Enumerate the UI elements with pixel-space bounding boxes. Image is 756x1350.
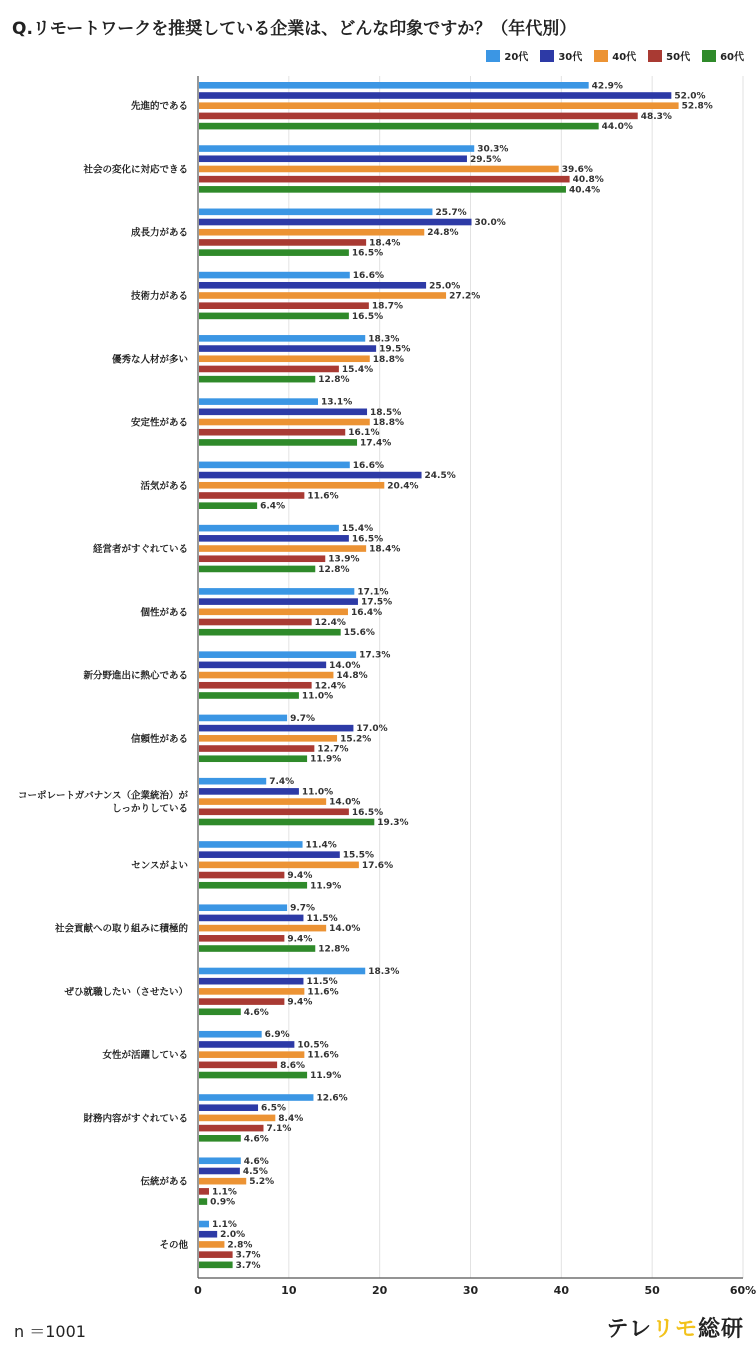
data-label: 18.4% bbox=[369, 238, 401, 249]
bar bbox=[199, 439, 357, 446]
bar bbox=[199, 998, 284, 1005]
data-label: 15.4% bbox=[341, 364, 374, 375]
category-label: 社会の変化に対応できる bbox=[83, 164, 188, 176]
data-label: 10.5% bbox=[297, 1040, 329, 1051]
data-label: 1.1% bbox=[211, 1220, 237, 1231]
bar bbox=[199, 682, 312, 689]
data-label: 16.6% bbox=[352, 271, 385, 282]
bar bbox=[199, 535, 349, 542]
bar bbox=[199, 462, 350, 469]
brand-part-1: テレ bbox=[606, 1317, 652, 1342]
bar bbox=[199, 92, 671, 99]
data-label: 0.9% bbox=[210, 1197, 236, 1208]
data-label: 3.7% bbox=[235, 1250, 261, 1261]
bar bbox=[199, 1041, 294, 1048]
data-label: 12.8% bbox=[318, 944, 350, 955]
bar bbox=[199, 1168, 240, 1175]
data-label: 24.5% bbox=[424, 471, 456, 482]
category-label: 先進的である bbox=[130, 101, 188, 113]
category-label: 個性がある bbox=[140, 607, 188, 619]
category-label: 安定性がある bbox=[130, 417, 188, 429]
bar bbox=[199, 398, 318, 405]
data-label: 12.4% bbox=[314, 681, 346, 692]
data-label: 13.1% bbox=[320, 397, 353, 408]
bar bbox=[199, 978, 303, 985]
data-label: 20.4% bbox=[387, 481, 419, 492]
data-label: 5.2% bbox=[249, 1177, 275, 1188]
category-label: しっかりしている bbox=[111, 803, 188, 815]
data-label: 1.1% bbox=[211, 1187, 237, 1198]
bar bbox=[199, 1262, 233, 1269]
bar bbox=[199, 798, 326, 805]
bar bbox=[199, 302, 369, 309]
data-label: 42.9% bbox=[591, 81, 623, 92]
legend-label: 30代 bbox=[558, 52, 583, 63]
bar bbox=[199, 566, 315, 573]
data-label: 3.7% bbox=[235, 1260, 261, 1271]
bar bbox=[199, 1157, 241, 1164]
data-label: 12.8% bbox=[318, 564, 350, 575]
data-label: 11.9% bbox=[310, 1071, 342, 1082]
bar bbox=[199, 1115, 275, 1122]
data-label: 12.6% bbox=[316, 1093, 348, 1104]
data-label: 25.0% bbox=[429, 281, 461, 292]
sample-size-note: n ＝1001 bbox=[14, 1322, 86, 1341]
legend-label: 60代 bbox=[720, 52, 744, 63]
data-label: 11.6% bbox=[307, 491, 339, 502]
bar bbox=[199, 1125, 263, 1132]
x-tick-label: 20 bbox=[372, 1284, 388, 1297]
data-label: 18.3% bbox=[368, 966, 400, 977]
bar bbox=[199, 819, 374, 826]
data-label: 40.4% bbox=[568, 185, 601, 196]
bar bbox=[199, 525, 339, 532]
data-label: 39.6% bbox=[561, 164, 593, 175]
bar bbox=[199, 272, 350, 279]
data-label: 9.7% bbox=[290, 713, 316, 724]
category-label: 女性が活躍している bbox=[102, 1050, 188, 1062]
bar bbox=[199, 651, 356, 658]
category-label: 伝統がある bbox=[140, 1176, 188, 1188]
bar bbox=[199, 335, 365, 342]
data-label: 9.4% bbox=[287, 934, 313, 945]
data-label: 11.9% bbox=[310, 754, 342, 765]
data-label: 9.4% bbox=[287, 997, 313, 1008]
bar bbox=[199, 366, 339, 373]
category-label: 優秀な人材が多い bbox=[111, 354, 188, 366]
data-label: 15.4% bbox=[341, 524, 374, 535]
bar bbox=[199, 788, 299, 795]
bar bbox=[199, 841, 303, 848]
data-label: 14.0% bbox=[329, 924, 361, 935]
bar bbox=[199, 988, 304, 995]
data-label: 18.7% bbox=[371, 301, 404, 312]
data-label: 15.5% bbox=[342, 850, 375, 861]
bar bbox=[199, 123, 599, 130]
data-label: 44.0% bbox=[601, 122, 633, 133]
bar bbox=[199, 1188, 209, 1195]
category-label: 財務内容がすぐれている bbox=[83, 1113, 188, 1125]
data-label: 18.8% bbox=[372, 418, 405, 429]
bar bbox=[199, 555, 325, 562]
bar bbox=[199, 209, 432, 216]
brand-logo bbox=[606, 1312, 744, 1343]
data-label: 18.4% bbox=[369, 544, 401, 555]
bar bbox=[199, 588, 354, 595]
bar bbox=[199, 176, 570, 183]
data-label: 11.6% bbox=[307, 1050, 339, 1061]
bar bbox=[199, 1198, 207, 1205]
bar bbox=[199, 239, 366, 246]
data-label: 15.2% bbox=[340, 734, 372, 745]
category-label: 活気がある bbox=[140, 480, 188, 492]
bar bbox=[199, 1251, 233, 1258]
data-label: 2.0% bbox=[220, 1230, 246, 1241]
bar bbox=[199, 925, 326, 932]
data-label: 18.5% bbox=[370, 407, 402, 418]
data-label: 12.8% bbox=[318, 375, 350, 386]
bar bbox=[199, 598, 358, 605]
bar bbox=[199, 229, 424, 236]
data-label: 29.5% bbox=[469, 154, 502, 165]
bar bbox=[199, 968, 365, 975]
data-label: 11.5% bbox=[306, 977, 338, 988]
bar bbox=[199, 409, 367, 416]
bar bbox=[199, 862, 359, 869]
bar bbox=[199, 945, 315, 952]
data-label: 6.4% bbox=[260, 501, 286, 512]
data-label: 27.2% bbox=[449, 291, 481, 302]
bar bbox=[199, 808, 349, 815]
bar bbox=[199, 904, 287, 911]
bar bbox=[199, 1135, 241, 1142]
bar bbox=[199, 619, 312, 626]
bar bbox=[199, 915, 303, 922]
data-label: 4.5% bbox=[242, 1166, 268, 1177]
category-label: コーポレートガバナンス（企業統治）が bbox=[18, 790, 188, 802]
bar bbox=[199, 545, 366, 552]
bar bbox=[199, 692, 299, 699]
data-label: 24.8% bbox=[427, 228, 459, 239]
data-label: 16.5% bbox=[351, 248, 384, 259]
data-label: 16.5% bbox=[351, 311, 384, 322]
data-label: 16.1% bbox=[348, 428, 380, 439]
bar bbox=[199, 672, 333, 679]
bar bbox=[199, 1241, 224, 1248]
data-label: 40.8% bbox=[572, 175, 604, 186]
data-label: 18.3% bbox=[368, 334, 400, 345]
legend-label: 20代 bbox=[504, 52, 529, 63]
data-label: 30.0% bbox=[474, 218, 506, 229]
data-label: 7.1% bbox=[266, 1124, 292, 1135]
bar bbox=[199, 872, 284, 879]
category-label: 経営者がすぐれている bbox=[92, 544, 188, 556]
data-label: 17.6% bbox=[361, 860, 394, 871]
data-label: 7.4% bbox=[269, 777, 295, 788]
bar bbox=[199, 502, 257, 509]
x-tick-label: 10 bbox=[281, 1284, 297, 1297]
data-label: 11.9% bbox=[310, 881, 342, 892]
data-label: 17.5% bbox=[360, 597, 393, 608]
category-label: 成長力がある bbox=[130, 227, 188, 239]
bar bbox=[199, 1062, 277, 1069]
category-label: 社会貢献への取り組みに積極的 bbox=[54, 923, 188, 935]
data-label: 16.5% bbox=[351, 807, 384, 818]
data-label: 14.0% bbox=[329, 797, 361, 808]
x-tick-label: 40 bbox=[553, 1284, 569, 1297]
data-label: 8.6% bbox=[280, 1060, 306, 1071]
bar bbox=[199, 292, 446, 299]
data-label: 52.0% bbox=[674, 91, 706, 102]
data-label: 13.9% bbox=[328, 554, 360, 565]
bar bbox=[199, 145, 474, 152]
data-label: 9.7% bbox=[290, 903, 316, 914]
bar bbox=[199, 1104, 258, 1111]
data-label: 16.4% bbox=[350, 607, 383, 618]
category-label: 技術力がある bbox=[130, 290, 188, 302]
x-tick-label: 50 bbox=[644, 1284, 660, 1297]
bar bbox=[199, 735, 337, 742]
chart-title: Q.リモートワークを推奨している企業は、どんな印象ですか？（年代別） bbox=[12, 19, 577, 39]
bar bbox=[199, 1008, 241, 1015]
bar bbox=[199, 429, 345, 436]
brand-part-2: リモ bbox=[651, 1317, 698, 1342]
category-label: 信頼性がある bbox=[130, 733, 188, 745]
data-label: 8.4% bbox=[278, 1113, 304, 1124]
legend-label: 40代 bbox=[612, 52, 637, 63]
x-tick-label: 0 bbox=[194, 1284, 202, 1297]
data-label: 14.0% bbox=[329, 660, 361, 671]
bar bbox=[199, 155, 467, 162]
data-label: 4.6% bbox=[243, 1007, 269, 1018]
data-label: 18.8% bbox=[372, 354, 405, 365]
bar bbox=[199, 166, 559, 173]
bar bbox=[199, 419, 370, 426]
brand-part-3: 総研 bbox=[697, 1317, 744, 1342]
category-label: センスがよい bbox=[131, 860, 188, 872]
legend-label: 50代 bbox=[666, 52, 691, 63]
bar bbox=[199, 186, 566, 193]
category-label: ぜひ就職したい（させたい） bbox=[64, 986, 188, 998]
bar bbox=[199, 492, 304, 499]
data-label: 12.7% bbox=[317, 744, 349, 755]
data-label: 6.9% bbox=[264, 1030, 290, 1041]
bar bbox=[199, 1094, 313, 1101]
bar bbox=[199, 662, 326, 669]
bar bbox=[199, 472, 422, 479]
bar bbox=[199, 851, 340, 858]
data-label: 52.8% bbox=[681, 101, 713, 112]
data-label: 14.8% bbox=[336, 671, 368, 682]
data-label: 19.3% bbox=[377, 817, 409, 828]
data-label: 16.6% bbox=[352, 460, 385, 471]
data-label: 48.3% bbox=[640, 111, 672, 122]
data-label: 11.5% bbox=[306, 913, 338, 924]
data-label: 2.8% bbox=[227, 1240, 253, 1251]
bar bbox=[199, 755, 307, 762]
bar bbox=[199, 935, 284, 942]
data-label: 30.3% bbox=[477, 144, 509, 155]
bar bbox=[199, 715, 287, 722]
bar bbox=[199, 629, 341, 636]
bar bbox=[199, 219, 472, 226]
bar bbox=[199, 282, 426, 289]
category-label: 新分野進出に熱心である bbox=[83, 670, 188, 682]
bar bbox=[199, 249, 349, 256]
bar bbox=[199, 376, 315, 383]
bar bbox=[199, 725, 353, 732]
bar bbox=[199, 355, 370, 362]
data-label: 17.4% bbox=[360, 438, 392, 449]
x-tick-label: 60% bbox=[729, 1284, 756, 1297]
data-label: 19.5% bbox=[379, 344, 411, 355]
data-label: 9.4% bbox=[287, 871, 313, 882]
bar bbox=[199, 82, 589, 89]
data-label: 17.1% bbox=[357, 587, 389, 598]
bar bbox=[199, 345, 376, 352]
data-label: 6.5% bbox=[261, 1103, 287, 1114]
bar bbox=[199, 778, 266, 785]
data-label: 17.0% bbox=[356, 724, 388, 735]
bar bbox=[199, 1051, 304, 1058]
bar bbox=[199, 745, 314, 752]
category-label: その他 bbox=[159, 1239, 188, 1251]
bar bbox=[199, 609, 348, 616]
data-label: 11.0% bbox=[301, 787, 334, 798]
bar bbox=[199, 1178, 246, 1185]
bar bbox=[199, 482, 384, 489]
data-label: 12.4% bbox=[314, 618, 346, 629]
data-label: 11.0% bbox=[301, 691, 334, 702]
bar bbox=[199, 1031, 262, 1038]
data-label: 4.6% bbox=[243, 1134, 269, 1145]
data-label: 4.6% bbox=[243, 1156, 269, 1167]
bar bbox=[199, 102, 679, 109]
x-tick-label: 30 bbox=[462, 1284, 479, 1297]
bar bbox=[199, 1231, 217, 1238]
data-label: 25.7% bbox=[435, 207, 467, 218]
bar bbox=[199, 1221, 209, 1228]
data-label: 17.3% bbox=[359, 650, 391, 661]
bar bbox=[199, 882, 307, 889]
data-label: 16.5% bbox=[351, 534, 384, 545]
data-label: 11.4% bbox=[305, 840, 337, 851]
bar bbox=[199, 313, 349, 320]
bar bbox=[199, 1072, 307, 1079]
data-label: 11.6% bbox=[307, 987, 339, 998]
data-label: 15.6% bbox=[343, 628, 375, 639]
bar bbox=[199, 113, 638, 120]
